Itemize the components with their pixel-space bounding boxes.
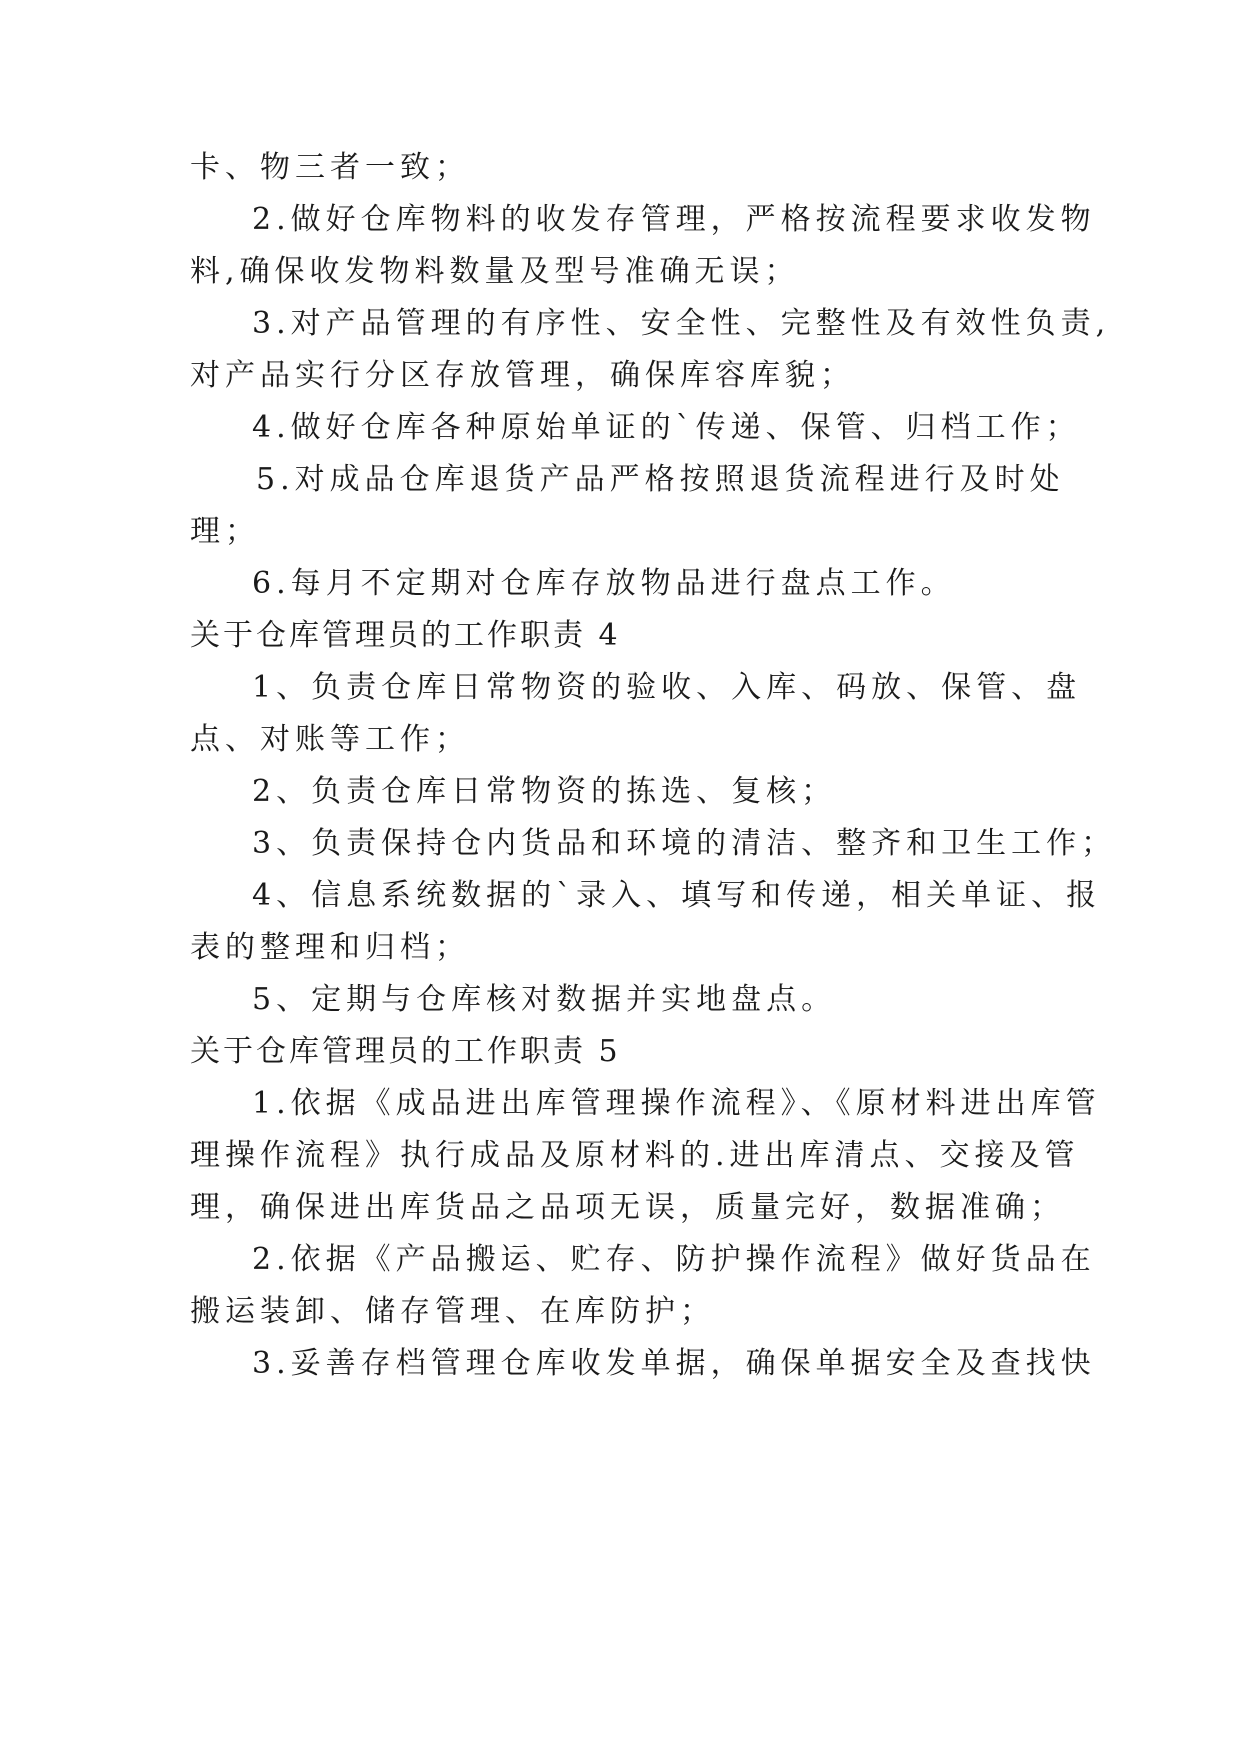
text-line: 4.做好仓库各种原始单证的`传递、保管、归档工作； <box>252 410 1081 445</box>
text-line: 对产品实行分区存放管理，确保库容库貌； <box>190 358 855 393</box>
text-line: 理操作流程》执行成品及原材料的.进出库清点、交接及管 <box>190 1138 1080 1173</box>
text-line: 料,确保收发物料数量及型号准确无误； <box>190 254 800 289</box>
text-line: 2、负责仓库日常物资的拣选、复核； <box>252 774 837 809</box>
text-line: 理，确保进出库货品之品项无误，质量完好，数据准确； <box>190 1190 1065 1225</box>
text-line: 3.妥善存档管理仓库收发单据，确保单据安全及查找快 <box>252 1346 1096 1381</box>
text-line: 2.做好仓库物料的收发存管理，严格按流程要求收发物 <box>252 202 1096 237</box>
text-line: 2.依据《产品搬运、贮存、防护操作流程》做好货品在 <box>252 1242 1096 1277</box>
text-line: 3、负责保持仓内货品和环境的清洁、整齐和卫生工作； <box>252 826 1117 861</box>
text-line: 6.每月不定期对仓库存放物品进行盘点工作。 <box>252 566 956 601</box>
section-heading: 关于仓库管理员的工作职责 5 <box>190 1034 621 1069</box>
text-line: 理； <box>190 514 260 549</box>
text-line: 1、负责仓库日常物资的验收、入库、码放、保管、盘 <box>252 670 1082 705</box>
text-line: 1.依据《成品进出库管理操作流程》、《原材料进出库管 <box>252 1086 1101 1121</box>
text-line: 4、信息系统数据的`录入、填写和传递，相关单证、报 <box>252 878 1102 913</box>
text-line: 表的整理和归档； <box>190 930 470 965</box>
text-line: 卡、物三者一致； <box>190 150 470 185</box>
text-line: 5.对成品仓库退货产品严格按照退货流程进行及时处 <box>256 462 1065 497</box>
text-line: 点、对账等工作； <box>190 722 470 757</box>
section-heading: 关于仓库管理员的工作职责 4 <box>190 618 621 653</box>
text-line: 3.对产品管理的有序性、安全性、完整性及有效性负责, <box>252 306 1111 341</box>
text-line: 搬运装卸、储存管理、在库防护； <box>190 1294 715 1329</box>
text-line: 5、定期与仓库核对数据并实地盘点。 <box>252 982 837 1017</box>
